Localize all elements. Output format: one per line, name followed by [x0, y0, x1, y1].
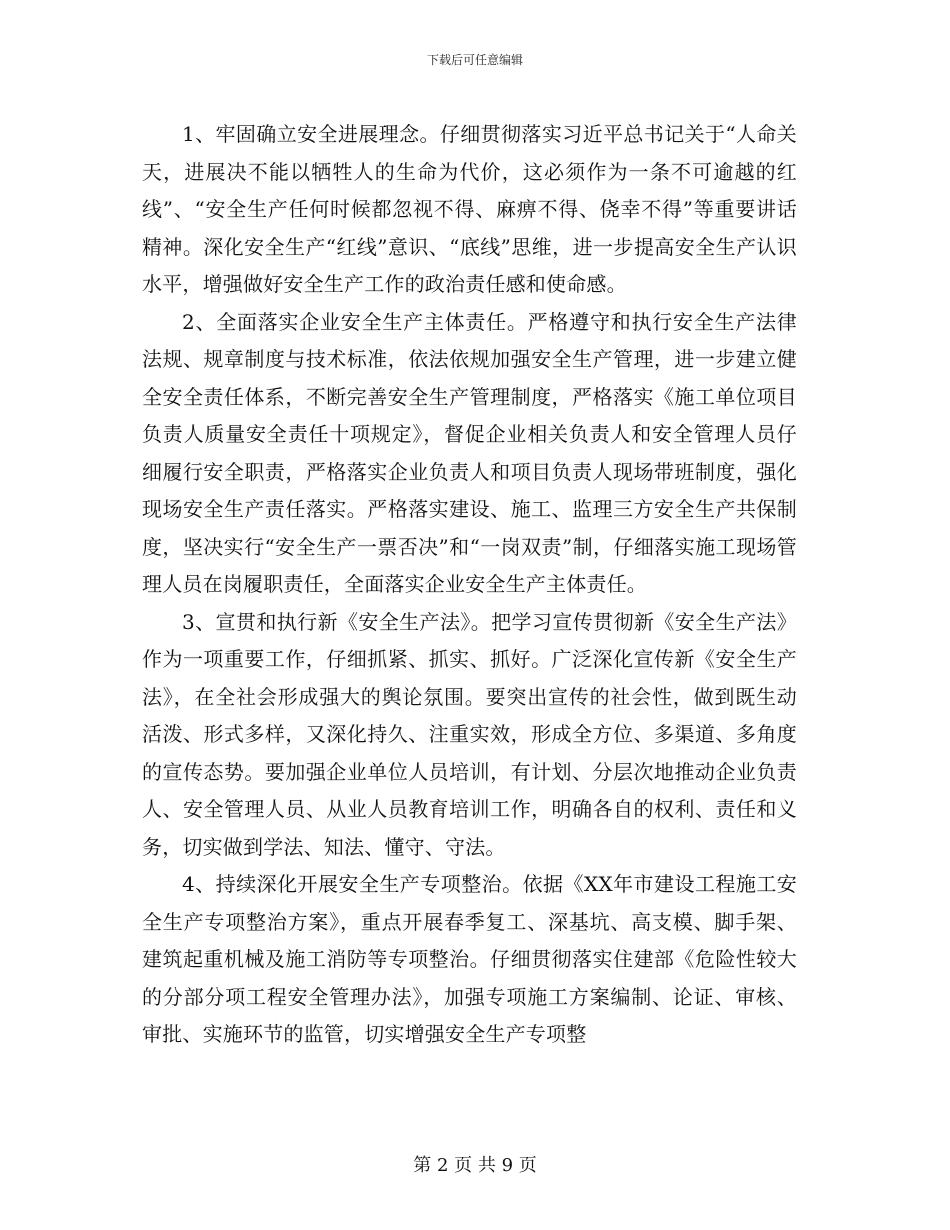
paragraph-2: 2、全面落实企业安全生产主体责任。严格遵守和执行安全生产法律法规、规章制度与技术标准，依法依规加强安全生产管理，进一步建立健全安全责任体系，不断完善安全生产管理制度，严格落实《施工单位项目负责人质量安全责任十项规定》，督促企业相关负责人和安全管理人员仔细履行安全职责，严格落实企业负责人和项目负责人现场带班制度，强化现场安全生产责任落实。严格落实建设、施工、监理三方安全生产共保制度，坚决实行“安全生产一票否决”和“一岗双责”制，仔细落实施工现场管理人员在岗履职责任，全面落实企业安全生产主体责任。 [142, 309, 797, 596]
paragraph-1: 1、牢固确立安全进展理念。仔细贯彻落实习近平总书记关于“人命关天，进展决不能以牺牲人的生命为代价，这必须作为一条不可逾越的红线”、“安全生产任何时候都忽视不得、麻痹不得、侥幸不得”等重要讲话精神。深化安全生产“红线”意识、“底线”思维，进一步提高安全生产认识水平，增强做好安全生产工作的政治责任感和使命感。 [142, 122, 797, 296]
page-header: 下载后可任意编辑 [426, 53, 523, 67]
page-footer: 第 2 页 共 9 页 [413, 1155, 537, 1176]
paragraph-4: 4、持续深化开展安全生产专项整治。依据《XX年市建设工程施工安全生产专项整治方案》，重点开展春季复工、深基坑、高支模、脚手架、建筑起重机械及施工消防等专项整治。仔细贯彻落实住建部《危险性较大的分部分项工程安全管理办法》，加强专项施工方案编制、论证、审核、审批、实施环节的监管，切实增强安全生产专项整 [142, 872, 797, 1046]
document-body [142, 116, 797, 1054]
paragraph-3: 3、宣贯和执行新《安全生产法》。把学习宣传贯彻新《安全生产法》作为一项重要工作，仔细抓紧、抓实、抓好。广泛深化宣传新《安全生产法》，在全社会形成强大的舆论氛围。要突出宣传的社会性，做到既生动活泼、形式多样，又深化持久、注重实效，形成全方位、多渠道、多角度的宣传态势。要加强企业单位人员培训，有计划、分层次地推动企业负责人、安全管理人员、从业人员教育培训工作，明确各自的权利、责任和义务，切实做到学法、知法、懂守、守法。 [142, 609, 797, 859]
